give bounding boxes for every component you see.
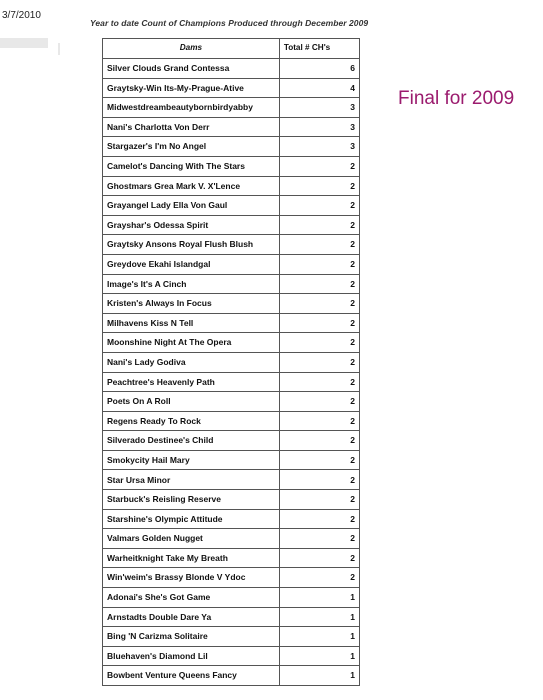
champion-count-cell: 2 xyxy=(279,450,359,470)
table-row xyxy=(103,646,360,666)
dam-name-cell: Camelot's Dancing With The Stars xyxy=(103,156,280,176)
dam-name-cell: Peachtree's Heavenly Path xyxy=(103,372,280,392)
dam-name-cell: Image's It's A Cinch xyxy=(103,274,280,294)
dam-name-cell: Moonshine Night At The Opera xyxy=(103,333,280,353)
champion-count-cell: 6 xyxy=(279,59,359,79)
dam-name-cell: Grayangel Lady Ella Von Gaul xyxy=(103,196,280,216)
document-date: 3/7/2010 xyxy=(2,10,41,21)
table-row xyxy=(103,588,360,608)
champion-count-cell: 1 xyxy=(279,646,359,666)
table-row xyxy=(103,490,360,510)
table-row xyxy=(103,294,360,314)
table-row xyxy=(103,274,360,294)
dam-name-cell: Bing 'N Carizma Solitaire xyxy=(103,627,280,647)
dam-name-cell: Warheitknight Take My Breath xyxy=(103,548,280,568)
document-title: Year to date Count of Champions Produced through December 2009 xyxy=(90,18,369,28)
table-row xyxy=(103,254,360,274)
table-row xyxy=(103,509,360,529)
champion-count-cell: 2 xyxy=(279,490,359,510)
table-body xyxy=(103,59,360,686)
champion-count-cell: 2 xyxy=(279,372,359,392)
scan-smudge xyxy=(0,38,48,48)
table-row xyxy=(103,470,360,490)
table-row xyxy=(103,98,360,118)
table-row xyxy=(103,607,360,627)
dam-name-cell: Bluehaven's Diamond Lil xyxy=(103,646,280,666)
dam-name-cell: Starshine's Olympic Attitude xyxy=(103,509,280,529)
champion-count-cell: 2 xyxy=(279,294,359,314)
dam-name-cell: Adonai's She's Got Game xyxy=(103,588,280,608)
dam-name-cell: Graytsky Ansons Royal Flush Blush xyxy=(103,235,280,255)
table-row xyxy=(103,450,360,470)
champion-count-cell: 2 xyxy=(279,509,359,529)
champion-count-cell: 2 xyxy=(279,313,359,333)
champion-count-cell: 2 xyxy=(279,274,359,294)
dam-name-cell: Starbuck's Reisling Reserve xyxy=(103,490,280,510)
champion-count-cell: 2 xyxy=(279,411,359,431)
champion-count-cell: 2 xyxy=(279,235,359,255)
dam-name-cell: Ghostmars Grea Mark V. X'Lence xyxy=(103,176,280,196)
dam-name-cell: Bowbent Venture Queens Fancy xyxy=(103,666,280,686)
table-row xyxy=(103,59,360,79)
scan-smudge xyxy=(58,43,60,55)
table-row xyxy=(103,411,360,431)
table-row xyxy=(103,156,360,176)
table-row xyxy=(103,666,360,686)
table-row xyxy=(103,137,360,157)
table-row xyxy=(103,176,360,196)
table-row xyxy=(103,372,360,392)
champion-count-cell: 2 xyxy=(279,470,359,490)
dam-name-cell: Grayshar's Odessa Spirit xyxy=(103,215,280,235)
dam-name-cell: Silverado Destinee's Child xyxy=(103,431,280,451)
champion-count-cell: 1 xyxy=(279,627,359,647)
final-note: Final for 2009 xyxy=(398,88,515,109)
dam-name-cell: Greydove Ekahi Islandgal xyxy=(103,254,280,274)
dam-name-cell: Midwestdreambeautybornbirdyabby xyxy=(103,98,280,118)
dam-name-cell: Nani's Lady Godiva xyxy=(103,352,280,372)
champion-count-cell: 2 xyxy=(279,333,359,353)
champion-count-cell: 1 xyxy=(279,607,359,627)
dam-name-cell: Valmars Golden Nugget xyxy=(103,529,280,549)
dam-name-cell: Nani's Charlotta Von Derr xyxy=(103,117,280,137)
champion-count-cell: 2 xyxy=(279,254,359,274)
dam-name-cell: Silver Clouds Grand Contessa xyxy=(103,59,280,79)
table-row xyxy=(103,313,360,333)
dam-name-cell: Milhavens Kiss N Tell xyxy=(103,313,280,333)
table-row xyxy=(103,431,360,451)
champion-count-cell: 3 xyxy=(279,117,359,137)
champion-count-cell: 1 xyxy=(279,588,359,608)
champion-count-cell: 2 xyxy=(279,548,359,568)
table-row xyxy=(103,392,360,412)
table-row xyxy=(103,548,360,568)
table-row xyxy=(103,117,360,137)
dam-name-cell: Graytsky-Win Its-My-Prague-Ative xyxy=(103,78,280,98)
table-header-row xyxy=(103,39,360,59)
champion-count-cell: 2 xyxy=(279,196,359,216)
dam-name-cell: Stargazer's I'm No Angel xyxy=(103,137,280,157)
table-row xyxy=(103,215,360,235)
champion-count-cell: 2 xyxy=(279,156,359,176)
table-row xyxy=(103,352,360,372)
champion-count-cell: 4 xyxy=(279,78,359,98)
champion-count-cell: 2 xyxy=(279,215,359,235)
champion-count-cell: 2 xyxy=(279,431,359,451)
table-row xyxy=(103,196,360,216)
dam-name-cell: Win'weim's Brassy Blonde V Ydoc xyxy=(103,568,280,588)
champion-count-cell: 2 xyxy=(279,568,359,588)
dam-name-cell: Regens Ready To Rock xyxy=(103,411,280,431)
champion-count-cell: 3 xyxy=(279,98,359,118)
champions-table xyxy=(102,38,360,686)
column-header-dams: Dams xyxy=(103,39,280,59)
table-row xyxy=(103,333,360,353)
champion-count-cell: 2 xyxy=(279,352,359,372)
table-row xyxy=(103,235,360,255)
table-row xyxy=(103,568,360,588)
dam-name-cell: Poets On A Roll xyxy=(103,392,280,412)
dam-name-cell: Arnstadts Double Dare Ya xyxy=(103,607,280,627)
dam-name-cell: Smokycity Hail Mary xyxy=(103,450,280,470)
dam-name-cell: Kristen's Always In Focus xyxy=(103,294,280,314)
table-row xyxy=(103,78,360,98)
champion-count-cell: 2 xyxy=(279,529,359,549)
table-row xyxy=(103,627,360,647)
champion-count-cell: 2 xyxy=(279,392,359,412)
table-row xyxy=(103,529,360,549)
column-header-total: Total # CH's xyxy=(279,39,359,59)
champion-count-cell: 2 xyxy=(279,176,359,196)
dam-name-cell: Star Ursa Minor xyxy=(103,470,280,490)
champion-count-cell: 3 xyxy=(279,137,359,157)
champion-count-cell: 1 xyxy=(279,666,359,686)
